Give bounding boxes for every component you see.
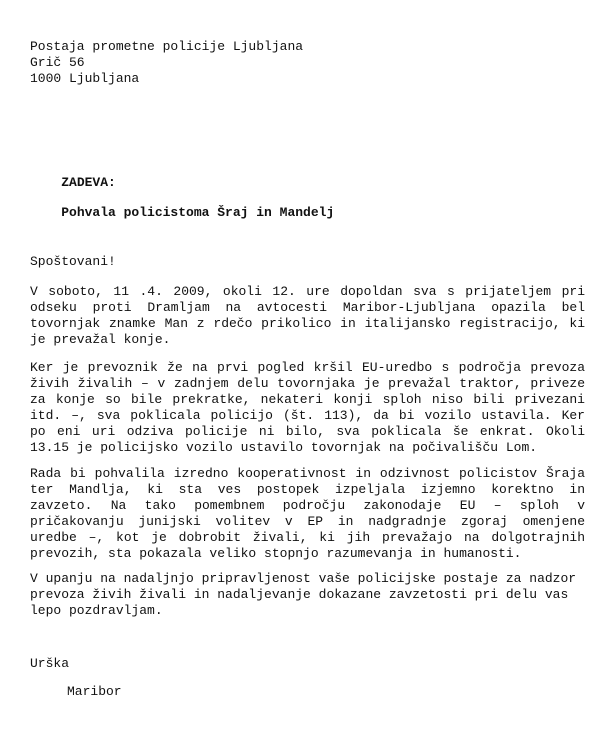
greeting: [30, 254, 585, 270]
recipient-address: [30, 39, 585, 87]
paragraph-4: [30, 571, 585, 619]
paragraph-2-line: itd. –, sva poklicala policijo (št. 113), da bi vozilo ustavila. Ker: [30, 408, 585, 423]
paragraph-3-line: ter Mandlja, ki sta ves postopek izpeljala izjemno korektno in: [30, 482, 585, 497]
paragraph-1-line: tovornjak znamke Man z rdečo prikolico in italijansko registracijo, ki: [30, 316, 585, 331]
paragraph-2-line: 13.15 je policijsko vozilo ustavilo tovornjak na počivališču Lom.: [30, 440, 538, 455]
paragraph-1-line: je prevažal konje.: [30, 332, 171, 347]
paragraph-2-line: po eni uri odziva policije ni bilo, sva poklicala še enkrat. Okoli: [30, 424, 585, 439]
subject-text: Pohvala policistoma Šraj in Mandelj: [61, 205, 335, 220]
subject-label: ZADEVA:: [61, 175, 116, 190]
signature-name: [30, 656, 585, 672]
paragraph-3-line: zavzeto. Na tako pomembnem področju zakonodaje EU – sploh v: [30, 498, 585, 513]
paragraph-2-line: živih živalih – v zadnjem delu tovornjaka je prevažal traktor, priveze: [30, 376, 585, 391]
paragraph-4-line: lepo pozdravljam.: [30, 603, 163, 618]
paragraph-2: [30, 360, 585, 456]
paragraph-1-line: V soboto, 11 .4. 2009, okoli 12. ure dopoldan sva s prijateljem pri: [30, 284, 585, 299]
signature-city: [67, 684, 267, 700]
paragraph-4-line: V upanju na nadaljnjo pripravljenost vaše policijske postaje za nadzor: [30, 571, 577, 586]
paragraph-3-line: uredbe –, kot je dobrobit živali, ki jih prevažajo na dolgotrajnih: [30, 530, 585, 545]
paragraph-3-line: prevozih, sta pokazala veliko stopnjo razumevanja in humanosti.: [30, 546, 522, 561]
paragraph-3: [30, 466, 585, 562]
paragraph-1-line: odseku proti Dramljam na avtocesti Maribor-Ljubljana opazila bel: [30, 300, 585, 315]
paragraph-3-line: Rada bi pohvalila izredno kooperativnost in odzivnost policistov Šraja: [30, 466, 585, 481]
signature-name-text: Urška: [30, 656, 70, 671]
address-line-2: Grič 56: [30, 55, 85, 70]
subject-line: [30, 160, 334, 235]
paragraph-3-line: pričakovanju junijski volitev v EP in nadgradnje zgoraj omenjene: [30, 514, 585, 529]
paragraph-2-line: za konje so bile prekratke, nekateri konji sploh niso bili privezani: [30, 392, 585, 407]
signature-city-text: Maribor: [67, 684, 122, 699]
paragraph-1: [30, 284, 585, 348]
address-line-3: 1000 Ljubljana: [30, 71, 140, 86]
paragraph-4-line: prevoza živih živali in nadaljevanje dokazane zavzetosti pri delu vas: [30, 587, 569, 602]
paragraph-2-line: Ker je prevoznik že na prvi pogled kršil EU-uredbo s področja prevoza: [30, 360, 585, 375]
greeting-text: Spoštovani!: [30, 254, 116, 269]
address-line-1: Postaja prometne policije Ljubljana: [30, 39, 304, 54]
